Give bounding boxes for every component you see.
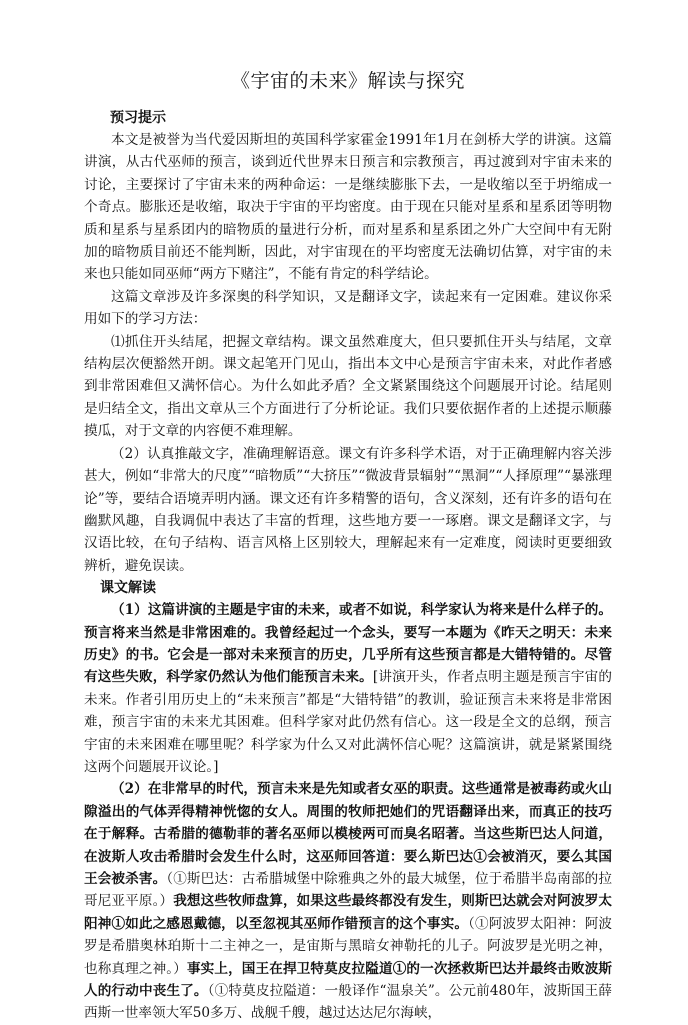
quoted-text: （2）在非常早的时代，预言未来是先知或者女巫的职责。这些通常是被毒药或火山隙溢出的气体弄得精神恍惚的女人。周围的牧师把她们的咒语翻译出来，而真正的技巧在于解释。古希腊的德勒菲的著名巫师以模棱两可而臭名昭著。当这些斯巴达人问道，在波斯人攻击希腊时会发生什么时，这巫师回答道：要么斯巴达 <box>84 781 612 865</box>
quoted-text: 如此之感恩戴德，以至忽视其巫师作错预言的这个事实。 <box>125 915 469 932</box>
footnote-text: （①阿波罗太阳神：阿波罗是希腊奥林珀斯十二主神之一，是宙斯与黑暗女神勒托的儿子。阿波罗是光明之神，也称真理之神。） <box>84 915 613 977</box>
analysis-paragraph-2 <box>84 778 612 1024</box>
quoted-text: 事实上，国王在捍卫特莫皮拉隘道 <box>186 960 393 977</box>
analysis-paragraph-1 <box>84 599 612 778</box>
footnote-marker: ① <box>473 848 488 865</box>
preview-heading: 预习提示 <box>110 110 166 126</box>
preview-paragraph-3: ⑴抓住开头结尾，把握文章结构。课文虽然难度大，但只要抓住开头与结尾，文章结构层次便豁然开朗。课文起笔开门见山，指出本文中心是预言宇宙未来，对此作者感到非常困难但又满怀信心。为什么如此矛盾？全文紧紧围绕这个问题展开讨论。结尾则是归结全文，指出文章从三个方面进行了分析论证。我们只要依据作者的上述提示顺藤摸瓜，对于文章的内容便不难理解。 <box>84 333 612 440</box>
preview-paragraph-4: （2）认真推敲文字，准确理解语意。课文有许多科学术语，对于正确理解内容关涉甚大，例如“非常大的尺度”“暗物质”“大挤压”“微波背景辐射”“黑洞”“人择原理”“暴涨理论”等，要结合语境弄明内涵。课文还有许多精警的语句，含义深刻，还有许多的语句在幽默风趣，自我调侃中表达了丰富的哲理，这些地方要一一琢磨。课文是翻译文字，与汉语比较，在句子结构、语言风格上区别较大，理解起来有一定难度，阅读时更要细致辨析，避免误读。 <box>84 445 612 574</box>
document-title: 《宇宙的未来》解读与探究 <box>230 70 465 92</box>
footnote-text: （①特莫皮拉隘道：一般译作“温泉关”。公元前480年，波斯国王薛西斯一世率领大军50多万、战舰千艘，越过达达尼尔海峡， <box>84 983 613 1022</box>
quoted-text: 会被消灭，要么其国王会被杀害。 <box>84 848 613 887</box>
document-page <box>84 66 612 1025</box>
preview-paragraph-2: 这篇文章涉及许多深奥的科学知识，又是翻译文字，读起来有一定困难。建议你采用如下的学习方法： <box>84 288 612 328</box>
commentary-text: [讲演开头，作者点明主题是预言宇宙的未来。作者引用历史上的“未来预言”都是“大错特错”的教训，验证预言未来将是非常困难，预言宇宙的未来尤其困难。但科学家对此仍然有信心。这一段是全文的总纲，预言宇宙的未来困难在哪里呢？科学家为什么又对此满怀信心呢？这篇演讲，就是紧紧围绕这两个问题展开议论。] <box>84 669 612 775</box>
footnote-text: （①斯巴达：古希腊城堡中除雅典之外的最大城堡，位于希腊半岛南部的拉哥尼亚平原。） <box>84 871 612 910</box>
footnote-marker: ① <box>392 960 407 977</box>
analysis-heading: 课文解读 <box>100 580 156 597</box>
quoted-text: 的一次拯救斯巴达并最终击败波斯人的行动中丧生了。 <box>84 960 613 1000</box>
preview-paragraph-1: 本文是被誉为当代爱因斯坦的英国科学家霍金1991年1月在剑桥大学的讲演。这篇讲演，从古代巫师的预言，谈到近代世界末日预言和宗教预言，再过渡到对宇宙未来的讨论，主要探讨了宇宙未来的两种命运：一是继续膨胀下去，一是收缩以至于坍缩成一个奇点。膨胀还是收缩，取决于宇宙的平均密度。由于现在只能对星系和星系团等明物质和星系与星系团内的暗物质的量进行分析，而对星系和星系团之外广大空间中有无附加的暗物质目前还不能判断，因此，对宇宙现在的平均密度无法确切估算，对宇宙的未来也只能如同巫师“两方下赌注”，不能有肯定的科学结论。 <box>84 132 612 283</box>
quoted-text: （1）这篇讲演的主题是宇宙的未来，或者不如说，科学家认为将来是什么样子的。预言将来当然是非常困难的。我曾经起过一个念头，要写一本题为《昨天之明天：未来历史》的书。它会是一部对未来预言的历史，几乎所有这些预言都是大错特错的。尽管有这些失败，科学家仍然认为他们能预言未来。 <box>84 602 612 686</box>
quoted-text: 我想这些牧师盘算，如果这些最终都没有发生，则斯巴达就会对阿波罗太阳神 <box>84 893 613 932</box>
footnote-marker: ① <box>111 915 126 932</box>
